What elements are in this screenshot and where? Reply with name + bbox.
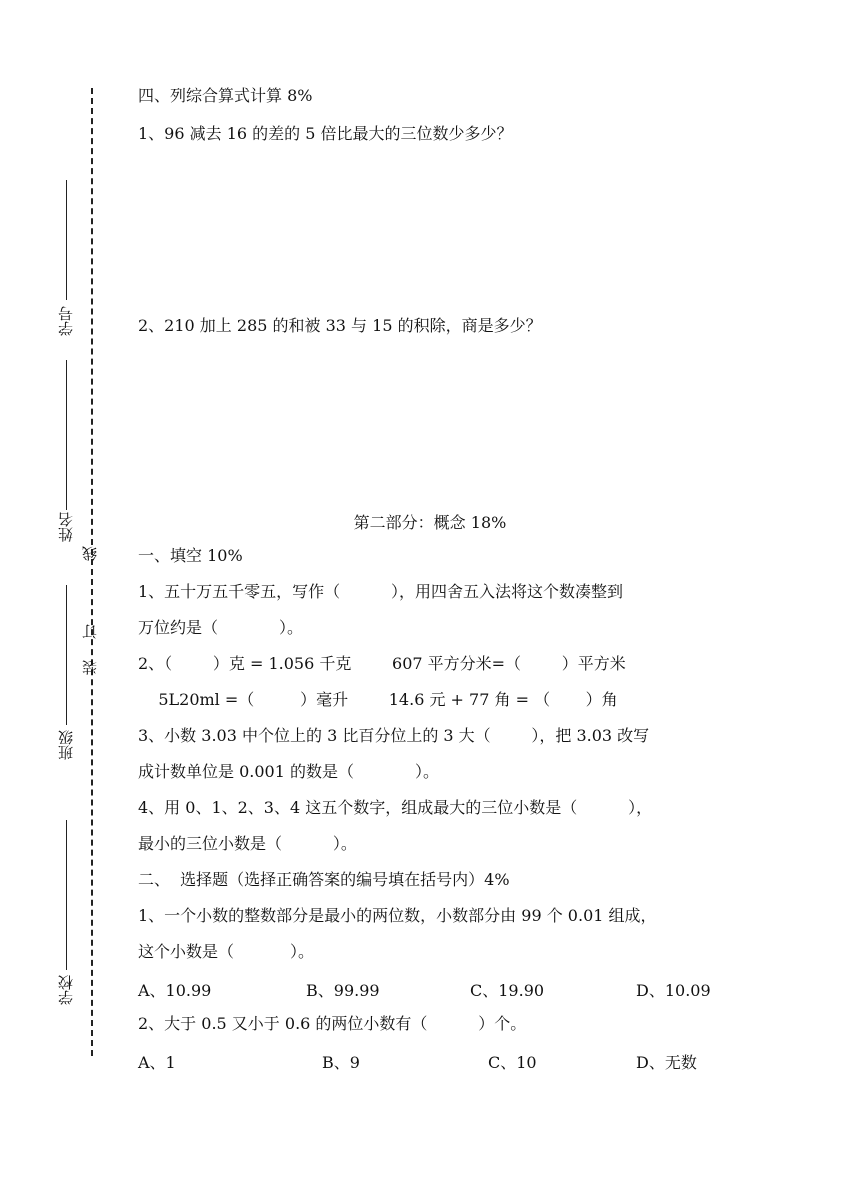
choice-q2-option-b: B、9 (322, 1053, 360, 1072)
binding-char-zhuang: 装 (81, 660, 99, 675)
class-label: 班级 (57, 730, 75, 760)
fill-blank-title: 一、填空 10% (138, 546, 243, 565)
name-underline (66, 360, 67, 510)
fill-blank-line: 4、用 0、1、2、3、4 这五个数字，组成最大的三位小数是（ ）， (138, 798, 653, 817)
binding-char-line: 线 (81, 546, 99, 561)
binding-dashed-line (91, 88, 93, 1056)
student-id-label: 学号 (57, 306, 75, 336)
fill-blank-line: 最小的三位小数是（ ）。 (138, 834, 357, 853)
choice-q1-option-b: B、99.99 (306, 981, 380, 1000)
student-id-underline (66, 180, 67, 300)
binding-char-ding: 订 (81, 624, 99, 639)
choice-q1-option-a: A、10.99 (138, 981, 212, 1000)
choice-q2-option-d: D、无数 (636, 1053, 697, 1072)
school-underline (66, 820, 67, 970)
part2-title: 第二部分：概念 18% (353, 513, 507, 532)
choice-q1-line1: 1、一个小数的整数部分是最小的两位数，小数部分由 99 个 0.01 组成， (138, 906, 657, 925)
section4-question-2: 2、210 加上 285 的和被 33 与 15 的积除，商是多少？ (138, 316, 542, 335)
name-label: 姓名 (57, 512, 75, 542)
choice-q2-option-c: C、10 (488, 1053, 537, 1072)
class-underline (66, 585, 67, 725)
fill-blank-line: 5L20ml =（ ）毫升 14.6 元 + 77 角 = （ ）角 (138, 690, 618, 709)
choice-q1-line2: 这个小数是（ ）。 (138, 942, 314, 961)
fill-blank-line: 成计数单位是 0.001 的数是（ ）。 (138, 762, 440, 781)
section4-question-1: 1、96 减去 16 的差的 5 倍比最大的三位数少多少？ (138, 124, 513, 143)
choice-q2-line: 2、大于 0.5 又小于 0.6 的两位小数有（ ）个。 (138, 1014, 527, 1033)
choice-q2-option-a: A、1 (138, 1053, 176, 1072)
choice-q1-option-c: C、19.90 (470, 981, 545, 1000)
fill-blank-line: 万位约是（ ）。 (138, 618, 304, 637)
section4-title: 四、列综合算式计算 8% (138, 86, 313, 105)
fill-blank-line: 2、（ ）克 = 1.056 千克 607 平方分米=（ ）平方米 (138, 654, 626, 673)
fill-blank-line: 1、五十万五千零五，写作（ ），用四舍五入法将这个数凑整到 (138, 582, 624, 601)
school-label: 学校 (57, 975, 75, 1005)
choice-title: 二、 选择题（选择正确答案的编号填在括号内）4% (138, 870, 510, 889)
choice-q1-option-d: D、10.09 (636, 981, 711, 1000)
fill-blank-line: 3、小数 3.03 中个位上的 3 比百分位上的 3 大（ ），把 3.03 改写 (138, 726, 650, 745)
